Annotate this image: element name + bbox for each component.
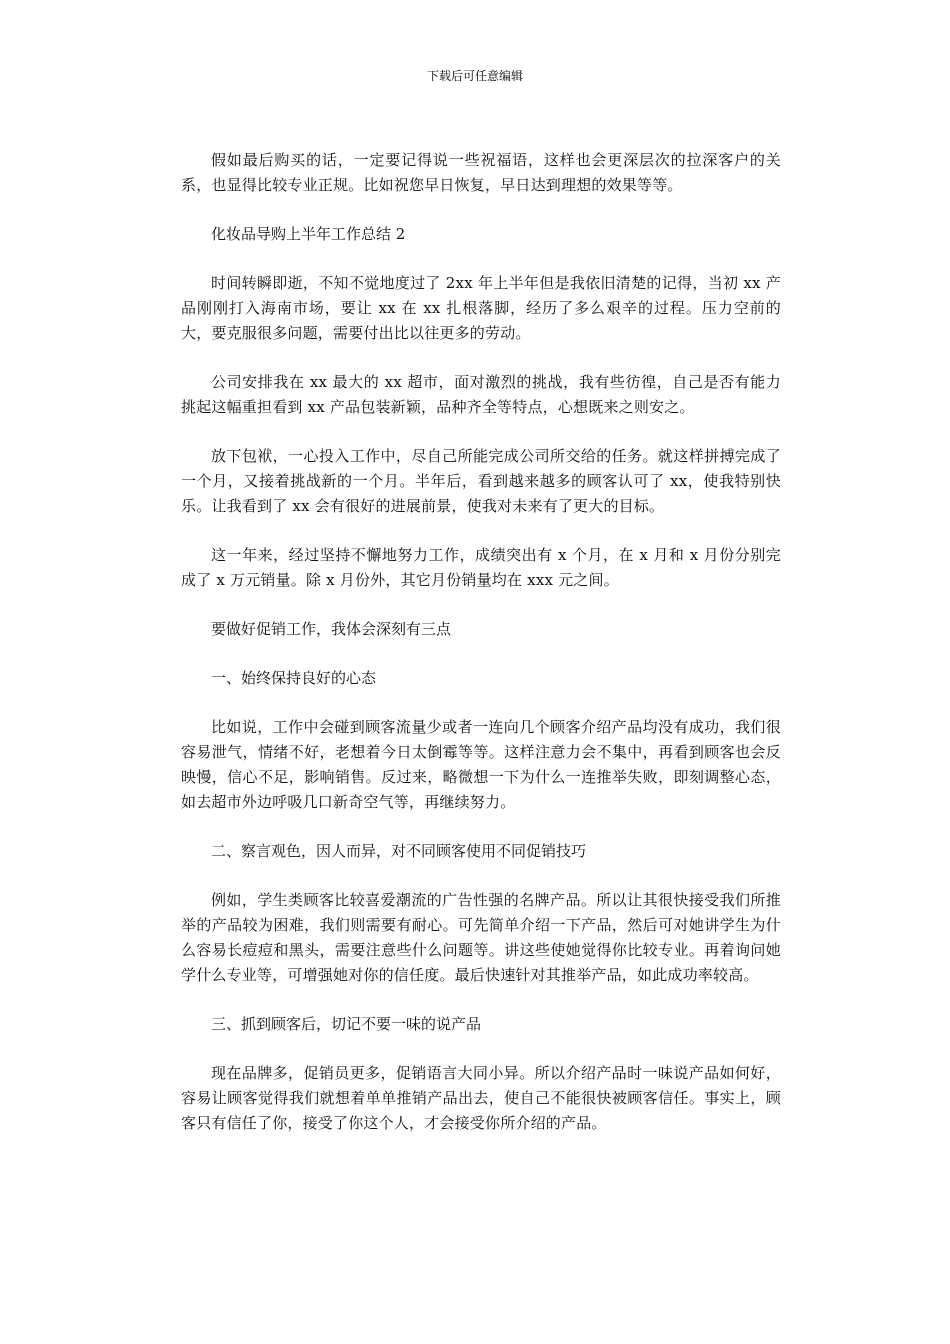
paragraph-techniques: 例如，学生类顾客比较喜爱潮流的广告性强的名牌产品。所以让其很快接受我们所推举的产品较为困难，我们则需要有耐心。可先简单介绍一下产品，然后可对她讲学生为什么容易长痘痘和黑头，需要注意些什么问题等。讲这些使她觉得你比较专业。再着询问她学什么专业等，可增强她对你的信任度。最后快速针对其推举产品，如此成功率较高。: [181, 891, 781, 984]
document-body: [181, 148, 781, 1160]
page-header-note: 下载后可任意编辑: [426, 69, 523, 83]
paragraph-results: 这一年来，经过坚持不懈地努力工作，成绩突出有 x 个月，在 x 月和 x 月份分别完成了 x 万元销量。除 x 月份外，其它月份销量均在 xxx 元之间。: [181, 546, 781, 589]
paragraph-effort: 放下包袱，一心投入工作中，尽自己所能完成公司所交给的任务。就这样拼搏完成了一个月，又接着挑战新的一个月。半年后，看到越来越多的顾客认可了 xx，使我特别快乐。让我看到了 xx 会有很好的进展前景，使我对未来有了更大的目标。: [181, 447, 781, 515]
paragraph-mindset: 比如说，工作中会碰到顾客流量少或者一连向几个顾客介绍产品均没有成功，我们很容易泄气，情绪不好，老想着今日太倒霉等等。这样注意力会不集中，再看到顾客也会反映慢，信心不足，影响销售。反过来，略微想一下为什么一连推举失败，即刻调整心态，如去超市外边呼吸几口新奇空气等，再继续努力。: [181, 718, 781, 811]
point-heading-2: 二、察言观色，因人而异，对不同顾客使用不同促销技巧: [211, 842, 587, 860]
point-heading-1: 一、始终保持良好的心态: [211, 669, 377, 687]
point-heading-3: 三、抓到顾客后，切记不要一味的说产品: [211, 1015, 482, 1033]
paragraph-assignment: 公司安排我在 xx 最大的 xx 超市，面对激烈的挑战，我有些彷徨，自己是否有能力挑起这幅重担看到 xx 产品包装新颖，品种齐全等特点，心想既来之则安之。: [181, 373, 781, 416]
paragraph-intro: 时间转瞬即逝，不知不觉地度过了 2xx 年上半年但是我依旧清楚的记得，当初 xx 产品刚刚打入海南市场，要让 xx 在 xx 扎根落脚，经历了多么艰辛的过程。压力空前的大，要克服很多问题，需要付出比以往更多的劳动。: [181, 274, 781, 342]
paragraph-trust: 现在品牌多，促销员更多，促销语言大同小异。所以介绍产品时一味说产品如何好，容易让顾客觉得我们就想着单单推销产品出去，使自己不能很快被顾客信任。事实上，顾客只有信任了你，接受了你这个人，才会接受你所介绍的产品。: [181, 1064, 781, 1132]
promo-heading: 要做好促销工作，我体会深刻有三点: [211, 620, 452, 638]
paragraph-blessing: 假如最后购买的话，一定要记得说一些祝福语，这样也会更深层次的拉深客户的关系，也显得比较专业正规。比如祝您早日恢复，早日达到理想的效果等等。: [181, 151, 781, 194]
section-title: 化妆品导购上半年工作总结 2: [211, 225, 406, 243]
